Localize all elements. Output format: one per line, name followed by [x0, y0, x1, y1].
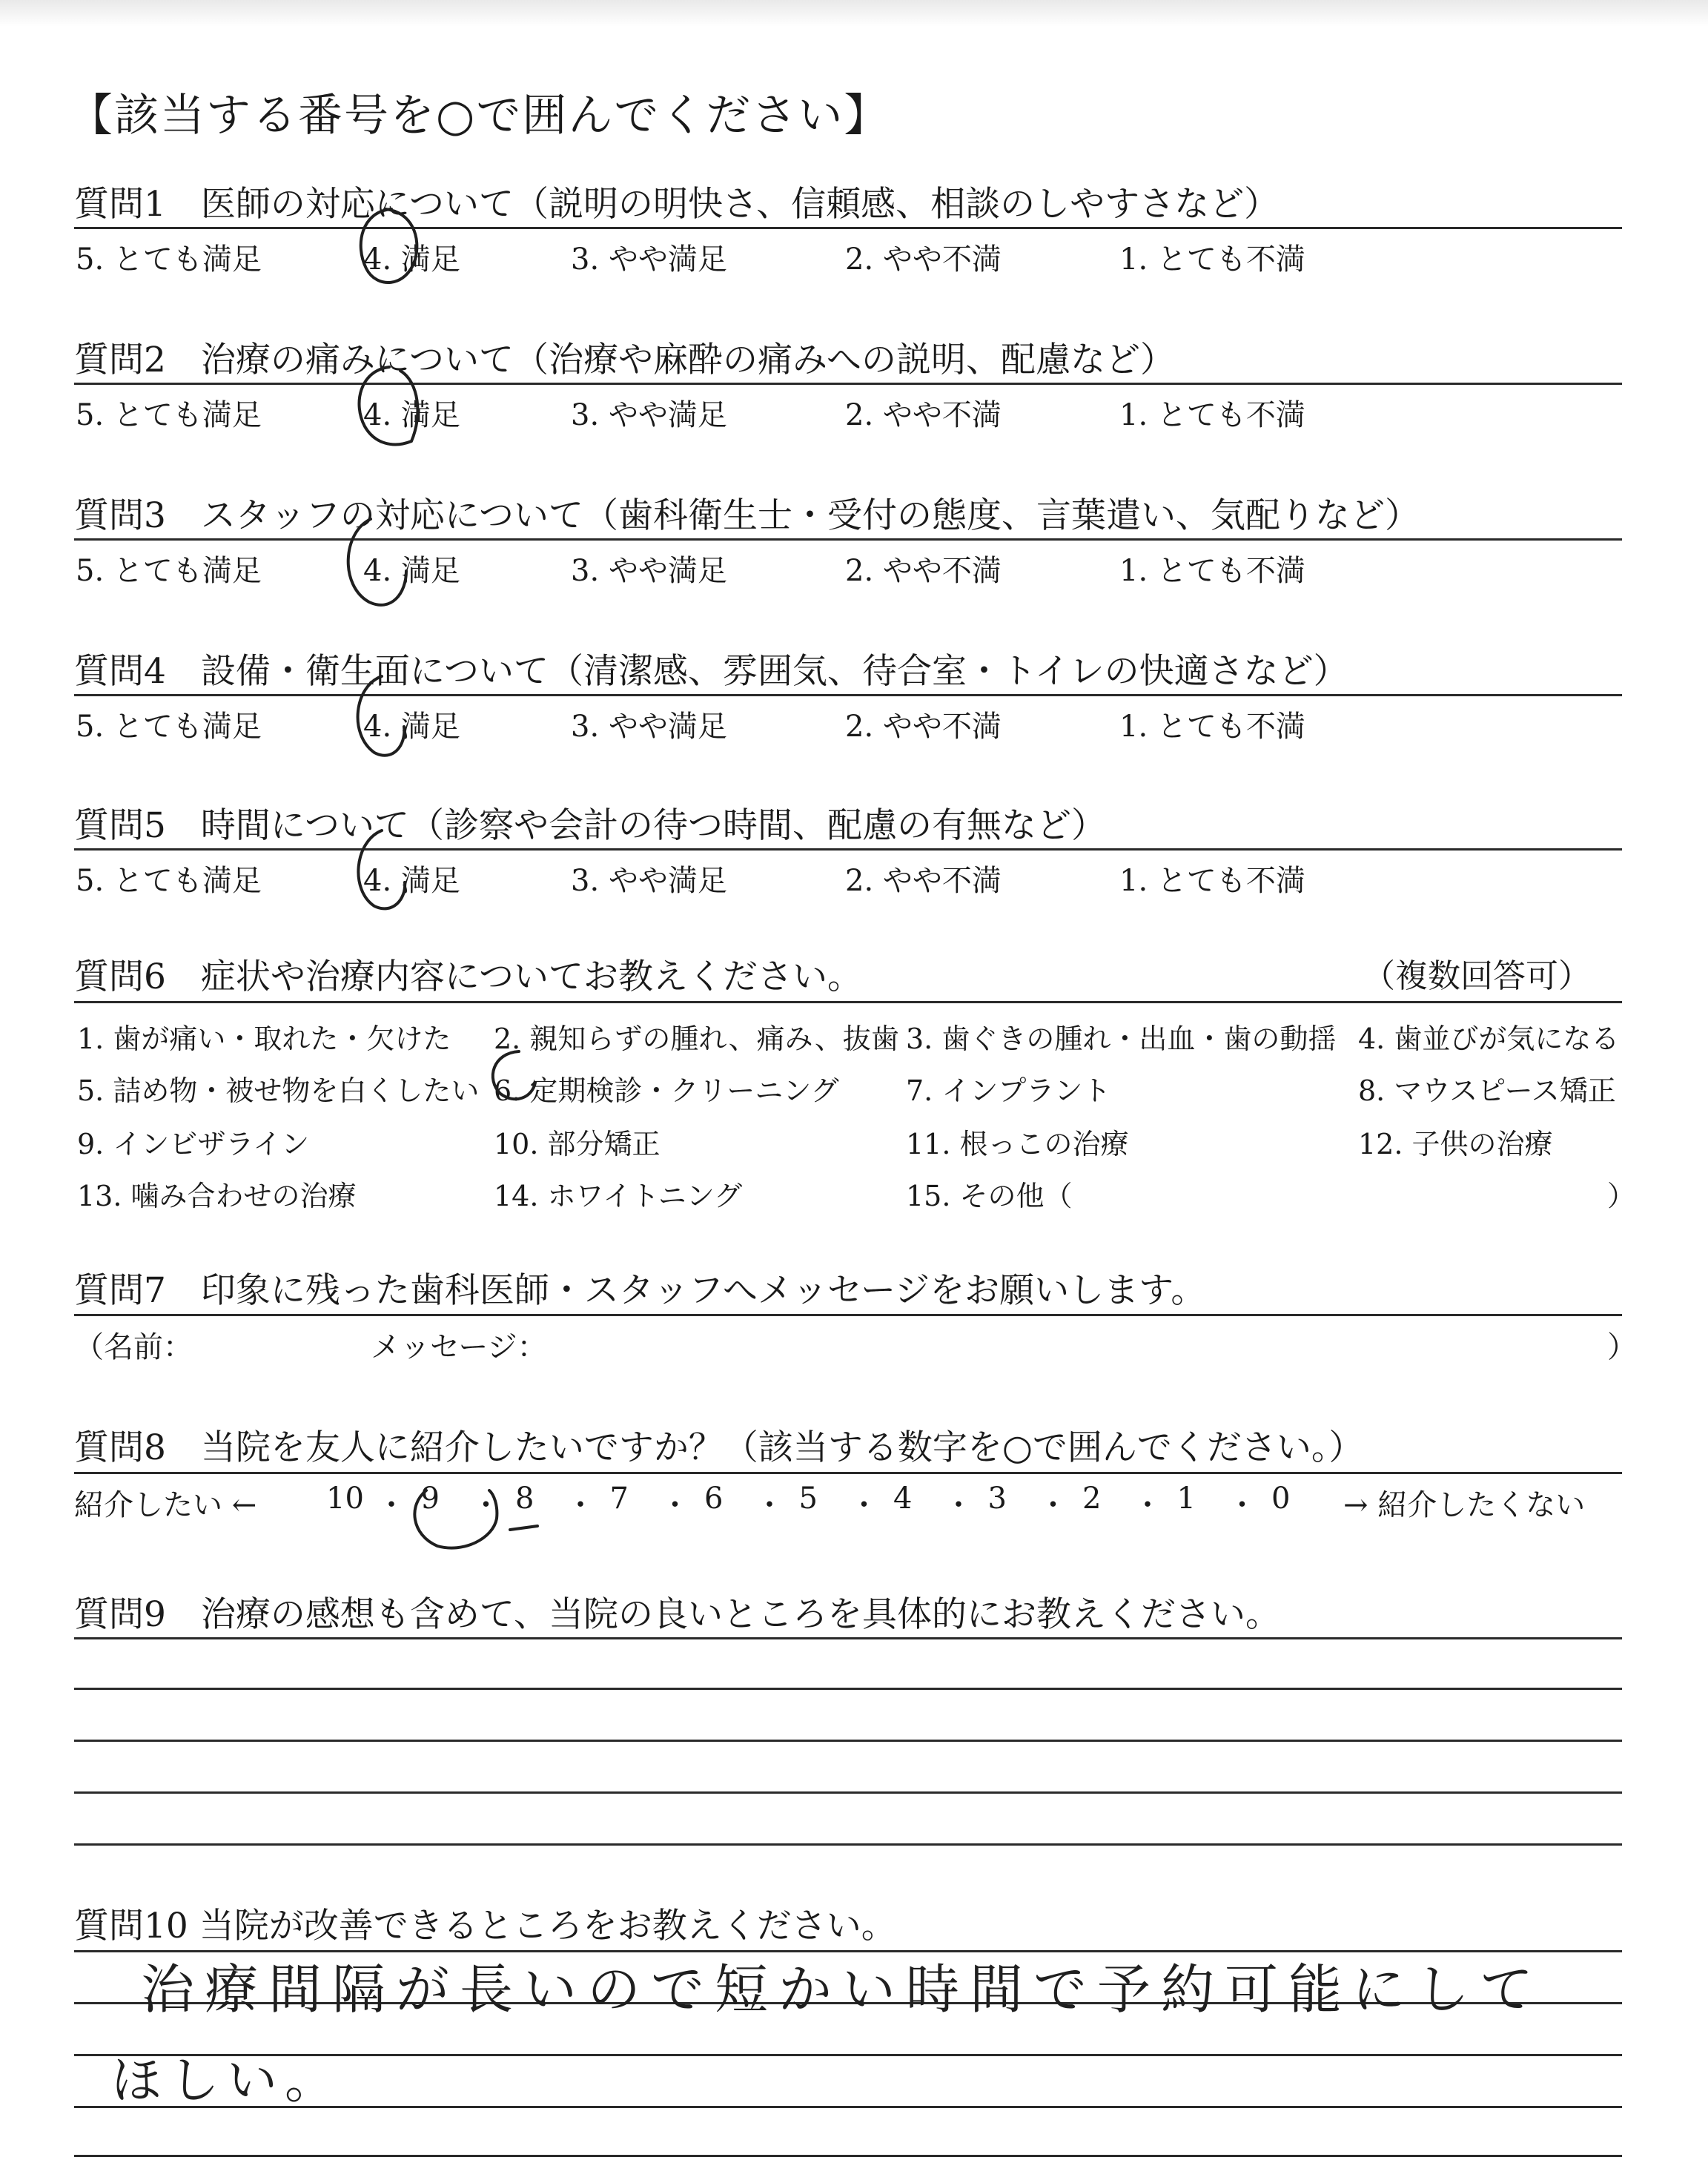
q3-heading: 質問3 スタッフの対応について（歯科衛生士・受付の態度、言葉遣い、気配りなど）: [74, 495, 1420, 536]
q1-heading: 質問1 医師の対応について（説明の明快さ、信頼感、相談のしやすさなど）: [74, 184, 1280, 225]
q1-option-3[interactable]: 3. やや満足: [571, 242, 727, 277]
form-title: 【該当する番号を○で囲んでください】: [68, 90, 890, 142]
q8-scale-separator: ・: [471, 1488, 501, 1522]
q8-scale-3[interactable]: 3: [987, 1482, 1007, 1516]
q8-heading: 質問8 当院を友人に紹介したいですか？（該当する数字を○で囲んでください。）: [74, 1427, 1364, 1468]
q2-rule: [74, 383, 1622, 385]
q10-handwritten-answer-line2: ほしい。: [111, 2052, 343, 2110]
q1-option-4[interactable]: 4. 満足: [363, 242, 460, 277]
q8-scale-separator: ・: [1227, 1488, 1257, 1522]
q9-answer-line: [74, 1843, 1622, 1846]
q7-close-paren: ）: [1607, 1330, 1637, 1364]
q5-option-3[interactable]: 3. やや満足: [571, 864, 727, 898]
q8-scale-8[interactable]: 8: [515, 1482, 534, 1516]
q10-handwritten-answer-line1: 治療間隔が長いので短かい時間で予約可能にして: [141, 1958, 1544, 2021]
q8-scale-2[interactable]: 2: [1082, 1482, 1102, 1516]
q1-option-1[interactable]: 1. とても不満: [1119, 242, 1305, 277]
q8-scale-separator: ・: [660, 1488, 690, 1522]
q9-heading: 質問9 治療の感想も含めて、当院の良いところを具体的にお教えください。: [74, 1594, 1280, 1635]
q6-option-11[interactable]: 11. 根っこの治療: [906, 1128, 1129, 1160]
q5-option-1[interactable]: 1. とても不満: [1119, 864, 1305, 898]
q8-left-label: 紹介したい ←: [74, 1488, 257, 1522]
q3-option-5[interactable]: 5. とても満足: [76, 554, 262, 588]
q9-rule: [74, 1637, 1622, 1639]
q8-stray-mark: [510, 1526, 537, 1530]
q3-option-1[interactable]: 1. とても不満: [1119, 554, 1305, 588]
q8-scale-separator: ・: [1038, 1488, 1068, 1522]
q6-option-3[interactable]: 3. 歯ぐきの腫れ・出血・歯の動揺: [906, 1023, 1337, 1055]
q8-scale-4[interactable]: 4: [893, 1482, 913, 1516]
q8-scale-separator: ・: [755, 1488, 784, 1522]
q7-rule: [74, 1314, 1622, 1316]
q6-option-8[interactable]: 8. マウスピース矯正: [1358, 1074, 1616, 1107]
q4-option-2[interactable]: 2. やや不満: [845, 710, 1002, 744]
q8-scale-9[interactable]: 9: [420, 1482, 440, 1516]
q3-option-4[interactable]: 4. 満足: [363, 554, 460, 588]
q8-scale-separator: ・: [849, 1488, 879, 1522]
q6-other-close-paren: ）: [1607, 1180, 1636, 1212]
q8-scale-10[interactable]: 10: [326, 1482, 364, 1516]
q4-option-1[interactable]: 1. とても不満: [1119, 710, 1305, 744]
q6-multiple-note: （複数回答可）: [1363, 957, 1591, 995]
q1-option-2[interactable]: 2. やや不満: [845, 242, 1002, 277]
q6-option-9[interactable]: 9. インビザライン: [77, 1128, 310, 1160]
q6-option-13[interactable]: 13. 噛み合わせの治療: [77, 1180, 357, 1212]
scan-top-edge: [0, 0, 1708, 27]
q8-scale-1[interactable]: 1: [1176, 1482, 1196, 1516]
q8-scale-separator: ・: [1133, 1488, 1162, 1522]
q8-scale-6[interactable]: 6: [704, 1482, 724, 1516]
q10-heading: 質問10 当院が改善できるところをお教えください。: [74, 1906, 896, 1946]
q2-option-2[interactable]: 2. やや不満: [845, 398, 1002, 432]
q6-option-1[interactable]: 1. 歯が痛い・取れた・欠けた: [77, 1023, 451, 1055]
q8-scale-separator: ・: [566, 1488, 595, 1522]
q6-option-12[interactable]: 12. 子供の治療: [1358, 1128, 1553, 1160]
q10-answer-line: [74, 2155, 1622, 2157]
q7-message-label: メッセージ：: [371, 1330, 547, 1364]
q5-heading: 質問5 時間について（診察や会計の待つ時間、配慮の有無など）: [74, 805, 1106, 846]
q4-heading: 質問4 設備・衛生面について（清潔感、雰囲気、待合室・トイレの快適さなど）: [74, 651, 1348, 692]
q8-right-label: → 紹介したくない: [1343, 1488, 1586, 1522]
q4-option-5[interactable]: 5. とても満足: [76, 710, 262, 744]
q3-option-2[interactable]: 2. やや不満: [845, 554, 1002, 588]
q6-rule: [74, 1001, 1622, 1003]
q6-option-10[interactable]: 10. 部分矯正: [494, 1128, 661, 1160]
q5-rule: [74, 848, 1622, 851]
q9-answer-line: [74, 1740, 1622, 1742]
q6-option-4[interactable]: 4. 歯並びが気になる: [1358, 1023, 1620, 1055]
q6-option-6[interactable]: 6. 定期検診・クリーニング: [494, 1074, 839, 1107]
q4-option-3[interactable]: 3. やや満足: [571, 710, 727, 744]
q6-option-5[interactable]: 5. 詰め物・被せ物を白くしたい: [77, 1074, 480, 1107]
q8-scale-0[interactable]: 0: [1271, 1482, 1291, 1516]
q2-option-3[interactable]: 3. やや満足: [571, 398, 727, 432]
q5-option-5[interactable]: 5. とても満足: [76, 864, 262, 898]
q3-option-3[interactable]: 3. やや満足: [571, 554, 727, 588]
q5-option-2[interactable]: 2. やや不満: [845, 864, 1002, 898]
q6-option-15[interactable]: 15. その他（: [906, 1180, 1073, 1212]
q2-option-5[interactable]: 5. とても満足: [76, 398, 262, 432]
q2-option-1[interactable]: 1. とても不満: [1119, 398, 1305, 432]
q8-scale-separator: ・: [944, 1488, 973, 1522]
q9-answer-line: [74, 1688, 1622, 1690]
q7-heading: 質問7 印象に残った歯科医師・スタッフへメッセージをお願いします。: [74, 1270, 1206, 1311]
q2-option-4[interactable]: 4. 満足: [363, 398, 460, 432]
q4-rule: [74, 694, 1622, 696]
q9-answer-line: [74, 1791, 1622, 1794]
q4-option-4[interactable]: 4. 満足: [363, 710, 460, 744]
q8-scale-separator: ・: [377, 1488, 406, 1522]
q6-heading: 質問6 症状や治療内容についてお教えください。: [74, 957, 862, 997]
q7-name-label: （名前：: [74, 1330, 193, 1364]
q6-option-2[interactable]: 2. 親知らずの腫れ、痛み、抜歯: [494, 1023, 899, 1055]
q6-option-7[interactable]: 7. インプラント: [906, 1074, 1111, 1107]
q2-heading: 質問2 治療の痛みについて（治療や麻酔の痛みへの説明、配慮など）: [74, 340, 1176, 380]
q8-scale-7[interactable]: 7: [609, 1482, 629, 1516]
q6-option-14[interactable]: 14. ホワイトニング: [494, 1180, 743, 1212]
q8-scale-5[interactable]: 5: [798, 1482, 818, 1516]
q3-rule: [74, 538, 1622, 541]
q1-option-5[interactable]: 5. とても満足: [76, 242, 262, 277]
q8-rule: [74, 1472, 1622, 1474]
q1-rule: [74, 227, 1622, 229]
q5-option-4[interactable]: 4. 満足: [363, 864, 460, 898]
